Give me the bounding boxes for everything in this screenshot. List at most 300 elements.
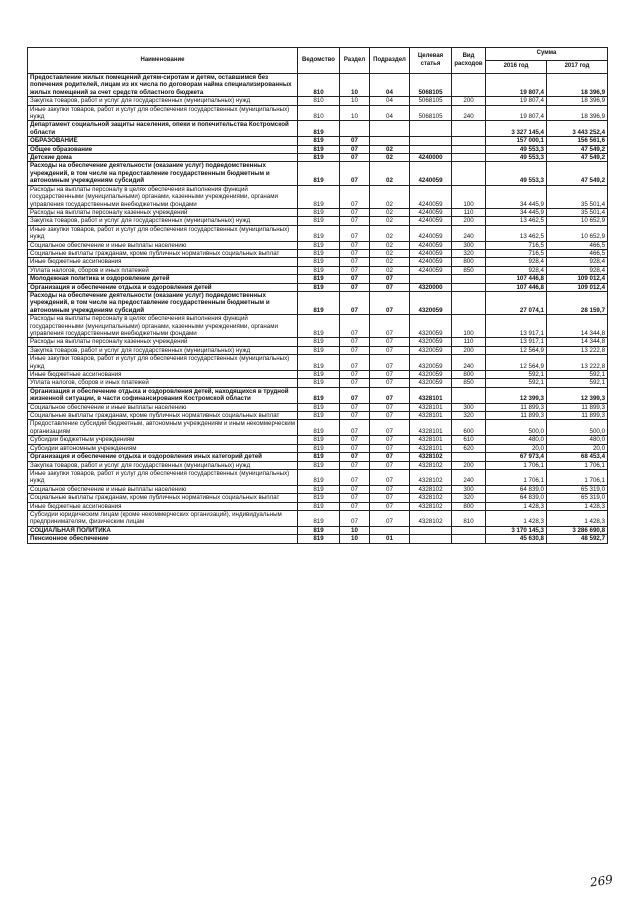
row-amount-2017: 10 652,9 (547, 217, 608, 225)
row-target: 4240000 (410, 154, 452, 162)
row-target: 4328102 (410, 510, 452, 526)
row-subsection: 02 (370, 208, 410, 216)
row-amount-2016: 928,4 (486, 266, 547, 274)
row-section: 07 (340, 412, 370, 420)
row-section: 07 (340, 266, 370, 274)
row-name: Социальные выплаты гражданам, кроме публичных нормативных социальных выплат (28, 412, 298, 420)
table-row (28, 97, 608, 105)
row-expense-type: 810 (452, 510, 486, 526)
row-expense-type: 320 (452, 412, 486, 420)
row-section: 07 (340, 154, 370, 162)
row-subsection: 07 (370, 453, 410, 461)
row-expense-type: 100 (452, 315, 486, 338)
row-section: 10 (340, 74, 370, 97)
table-row (28, 453, 608, 461)
table-row (28, 535, 608, 543)
row-subsection: 02 (370, 185, 410, 208)
row-section: 07 (340, 283, 370, 291)
row-amount-2017: 20,0 (547, 444, 608, 452)
row-amount-2017: 18 396,9 (547, 74, 608, 97)
row-name: Закупка товаров, работ и услуг для государственных (муниципальных) нужд (28, 97, 298, 105)
table-row (28, 420, 608, 436)
row-amount-2017: 35 501,4 (547, 185, 608, 208)
header-section: Раздел (340, 48, 370, 74)
row-subsection (370, 526, 410, 534)
row-amount-2017: 928,4 (547, 258, 608, 266)
row-section: 07 (340, 420, 370, 436)
row-amount-2016: 107 446,8 (486, 275, 547, 283)
table-row (28, 154, 608, 162)
row-target: 4320000 (410, 283, 452, 291)
header-year-2016: 2016 год (486, 61, 547, 74)
table-row (28, 225, 608, 241)
header-expense-type: Вид расходов (452, 48, 486, 74)
row-expense-type: 300 (452, 403, 486, 411)
row-amount-2016: 480,0 (486, 436, 547, 444)
row-subsection: 07 (370, 379, 410, 387)
row-department: 819 (298, 371, 340, 379)
row-amount-2016: 3 327 145,4 (486, 121, 547, 137)
row-name: Социальные выплаты гражданам, кроме публичных нормативных социальных выплат (28, 494, 298, 502)
row-name: Социальные выплаты гражданам, кроме публичных нормативных социальных выплат (28, 249, 298, 257)
row-amount-2017: 466,5 (547, 241, 608, 249)
row-amount-2017: 14 344,8 (547, 338, 608, 346)
table-row (28, 403, 608, 411)
row-name: Общее образование (28, 145, 298, 153)
row-name: Иные закупки товаров, работ и услуг для обеспечения государственных (муниципальных) нужд (28, 225, 298, 241)
row-amount-2017: 500,0 (547, 420, 608, 436)
row-subsection: 07 (370, 420, 410, 436)
row-department: 819 (298, 225, 340, 241)
budget-table (27, 47, 608, 544)
row-name: Субсидии автономным учреждениям (28, 444, 298, 452)
table-row (28, 371, 608, 379)
row-amount-2017: 11 899,3 (547, 412, 608, 420)
row-department: 810 (298, 97, 340, 105)
row-amount-2017: 1 428,3 (547, 502, 608, 510)
row-amount-2016: 13 462,5 (486, 217, 547, 225)
row-target: 4328102 (410, 453, 452, 461)
row-amount-2017: 928,4 (547, 266, 608, 274)
table-row (28, 208, 608, 216)
row-amount-2017: 3 443 252,4 (547, 121, 608, 137)
row-amount-2017: 592,1 (547, 379, 608, 387)
row-target (410, 526, 452, 534)
row-department: 819 (298, 275, 340, 283)
row-target: 4328101 (410, 420, 452, 436)
row-department: 819 (298, 412, 340, 420)
row-name: Предоставление жилых помещений детям-сиротам и детям, оставшимся без попечения родителей, лицам из их числа по договорам найма специализированных жилых помещений за счет средств областного бюджета (28, 74, 298, 97)
table-row (28, 291, 608, 314)
row-department: 819 (298, 535, 340, 543)
row-section: 07 (340, 387, 370, 403)
row-department: 819 (298, 217, 340, 225)
row-target: 4328101 (410, 412, 452, 420)
row-name: Социальное обеспечение и иные выплаты населению (28, 241, 298, 249)
row-name: Детские дома (28, 154, 298, 162)
row-amount-2017: 65 319,0 (547, 485, 608, 493)
row-subsection: 07 (370, 461, 410, 469)
row-amount-2016: 716,5 (486, 241, 547, 249)
row-amount-2017: 47 549,2 (547, 154, 608, 162)
row-target: 4328101 (410, 444, 452, 452)
row-target: 4320059 (410, 355, 452, 371)
row-section: 07 (340, 379, 370, 387)
row-section: 07 (340, 494, 370, 502)
row-section: 07 (340, 185, 370, 208)
row-amount-2017: 480,0 (547, 436, 608, 444)
table-row (28, 258, 608, 266)
row-name: Иные закупки товаров, работ и услуг для обеспечения государственных (муниципальных) нужд (28, 469, 298, 485)
row-target: 4328101 (410, 387, 452, 403)
row-department: 819 (298, 420, 340, 436)
row-name: Пенсионное обеспечение (28, 535, 298, 543)
row-target: 4240059 (410, 258, 452, 266)
row-amount-2017: 47 549,2 (547, 162, 608, 185)
row-department: 819 (298, 145, 340, 153)
row-name: Расходы на выплаты персоналу в целях обеспечения выполнения функций государственными (муниципальными) органами, казенными учреждениями, органами управления государственными внебюджетными фондами (28, 185, 298, 208)
table-row (28, 346, 608, 354)
row-subsection: 07 (370, 436, 410, 444)
row-target: 4240059 (410, 208, 452, 216)
row-expense-type: 850 (452, 266, 486, 274)
row-subsection: 07 (370, 502, 410, 510)
row-amount-2017: 14 344,8 (547, 315, 608, 338)
row-target: 5068105 (410, 74, 452, 97)
row-amount-2016: 592,1 (486, 379, 547, 387)
row-expense-type: 110 (452, 208, 486, 216)
row-expense-type (452, 137, 486, 145)
header-subsection: Подраздел (370, 48, 410, 74)
header-department: Ведомство (298, 48, 340, 74)
row-amount-2016: 3 170 145,3 (486, 526, 547, 534)
table-row (28, 315, 608, 338)
row-subsection: 02 (370, 162, 410, 185)
row-section: 07 (340, 461, 370, 469)
row-expense-type (452, 387, 486, 403)
row-amount-2017: 35 501,4 (547, 208, 608, 216)
row-section: 07 (340, 453, 370, 461)
row-name: Расходы на выплаты персоналу в целях обеспечения выполнения функций государственными (муниципальными) органами, казенными учреждениями, органами управления государственными внебюджетными фондами (28, 315, 298, 338)
row-amount-2016: 13 462,5 (486, 225, 547, 241)
row-department: 819 (298, 379, 340, 387)
row-section: 07 (340, 444, 370, 452)
row-section: 07 (340, 241, 370, 249)
row-expense-type (452, 275, 486, 283)
row-target: 4328102 (410, 502, 452, 510)
row-amount-2017: 13 222,8 (547, 355, 608, 371)
row-subsection: 07 (370, 291, 410, 314)
row-department: 819 (298, 266, 340, 274)
row-department: 819 (298, 526, 340, 534)
row-name: Закупка товаров, работ и услуг для государственных (муниципальных) нужд (28, 346, 298, 354)
row-expense-type (452, 526, 486, 534)
row-expense-type (452, 283, 486, 291)
row-amount-2016: 12 564,9 (486, 355, 547, 371)
row-subsection: 07 (370, 346, 410, 354)
row-department: 819 (298, 249, 340, 257)
table-row (28, 485, 608, 493)
row-subsection: 02 (370, 145, 410, 153)
row-expense-type: 320 (452, 494, 486, 502)
row-expense-type: 200 (452, 346, 486, 354)
table-row (28, 469, 608, 485)
row-subsection: 07 (370, 371, 410, 379)
row-name: СОЦИАЛЬНАЯ ПОЛИТИКА (28, 526, 298, 534)
row-expense-type (452, 74, 486, 97)
row-expense-type: 300 (452, 241, 486, 249)
row-subsection: 07 (370, 355, 410, 371)
row-expense-type (452, 453, 486, 461)
row-amount-2016: 67 973,4 (486, 453, 547, 461)
table-row (28, 444, 608, 452)
row-amount-2017: 1 428,3 (547, 510, 608, 526)
row-amount-2017: 11 899,3 (547, 403, 608, 411)
row-expense-type: 620 (452, 444, 486, 452)
table-row (28, 355, 608, 371)
row-amount-2016: 500,0 (486, 420, 547, 436)
row-section (340, 121, 370, 137)
row-section: 10 (340, 526, 370, 534)
row-section: 07 (340, 162, 370, 185)
row-expense-type (452, 535, 486, 543)
row-department: 819 (298, 346, 340, 354)
row-subsection: 07 (370, 403, 410, 411)
row-subsection: 02 (370, 217, 410, 225)
row-section: 07 (340, 510, 370, 526)
row-amount-2016: 1 428,3 (486, 502, 547, 510)
row-section: 07 (340, 225, 370, 241)
row-expense-type (452, 291, 486, 314)
row-department: 819 (298, 185, 340, 208)
row-amount-2016: 49 553,3 (486, 145, 547, 153)
row-amount-2016: 716,5 (486, 249, 547, 257)
row-section: 07 (340, 485, 370, 493)
table-row (28, 121, 608, 137)
row-section: 07 (340, 371, 370, 379)
row-amount-2016: 49 553,3 (486, 162, 547, 185)
row-expense-type: 110 (452, 338, 486, 346)
row-section: 07 (340, 338, 370, 346)
row-department: 819 (298, 154, 340, 162)
row-expense-type: 100 (452, 185, 486, 208)
table-row (28, 74, 608, 97)
row-target: 4240059 (410, 241, 452, 249)
row-amount-2017: 47 549,2 (547, 145, 608, 153)
table-row (28, 241, 608, 249)
row-target: 4240059 (410, 225, 452, 241)
row-expense-type: 200 (452, 97, 486, 105)
row-subsection: 07 (370, 315, 410, 338)
row-target: 4328102 (410, 469, 452, 485)
row-department: 819 (298, 121, 340, 137)
row-target (410, 145, 452, 153)
row-amount-2016: 12 399,3 (486, 387, 547, 403)
row-subsection: 07 (370, 485, 410, 493)
row-name: Иные закупки товаров, работ и услуг для обеспечения государственных (муниципальных) нужд (28, 355, 298, 371)
row-name: Предоставление субсидий бюджетным, автономным учреждениям и иным некоммерческим организациям (28, 420, 298, 436)
row-target: 4240059 (410, 217, 452, 225)
row-section: 07 (340, 469, 370, 485)
row-subsection: 04 (370, 74, 410, 97)
row-amount-2016: 12 564,9 (486, 346, 547, 354)
row-subsection: 02 (370, 225, 410, 241)
row-target (410, 535, 452, 543)
row-expense-type: 600 (452, 420, 486, 436)
row-target: 4328101 (410, 403, 452, 411)
row-subsection: 02 (370, 154, 410, 162)
row-expense-type: 610 (452, 436, 486, 444)
row-target: 4328102 (410, 485, 452, 493)
row-amount-2017: 18 396,9 (547, 105, 608, 121)
row-expense-type: 200 (452, 217, 486, 225)
table-row (28, 217, 608, 225)
row-expense-type (452, 162, 486, 185)
row-department: 819 (298, 485, 340, 493)
row-section: 10 (340, 535, 370, 543)
row-amount-2017: 466,5 (547, 249, 608, 257)
row-amount-2016: 34 445,9 (486, 208, 547, 216)
table-row (28, 461, 608, 469)
row-amount-2016: 107 446,8 (486, 283, 547, 291)
row-name: Иные бюджетные ассигнования (28, 258, 298, 266)
row-name: Закупка товаров, работ и услуг для государственных (муниципальных) нужд (28, 217, 298, 225)
row-name: Департамент социальной защиты населения, опеки и попечительства Костромской области (28, 121, 298, 137)
row-amount-2016: 34 445,9 (486, 185, 547, 208)
row-amount-2016: 1 428,3 (486, 510, 547, 526)
row-amount-2016: 64 839,0 (486, 494, 547, 502)
row-target (410, 275, 452, 283)
row-amount-2017: 10 652,9 (547, 225, 608, 241)
row-name: Уплата налогов, сборов и иных платежей (28, 379, 298, 387)
row-amount-2017: 28 159,7 (547, 291, 608, 314)
row-amount-2016: 11 899,3 (486, 412, 547, 420)
row-department: 819 (298, 241, 340, 249)
row-section: 07 (340, 403, 370, 411)
row-subsection: 07 (370, 510, 410, 526)
row-target: 4320059 (410, 346, 452, 354)
row-section: 07 (340, 291, 370, 314)
row-expense-type (452, 121, 486, 137)
row-amount-2016: 19 807,4 (486, 105, 547, 121)
row-section: 07 (340, 346, 370, 354)
row-section: 07 (340, 315, 370, 338)
header-sum: Сумма (486, 48, 608, 61)
row-amount-2017: 12 399,3 (547, 387, 608, 403)
row-name: ОБРАЗОВАНИЕ (28, 137, 298, 145)
row-target: 4240059 (410, 162, 452, 185)
row-section: 07 (340, 217, 370, 225)
row-amount-2017: 1 706,1 (547, 461, 608, 469)
row-name: Молодежная политика и оздоровление детей (28, 275, 298, 283)
row-subsection: 04 (370, 105, 410, 121)
row-name: Субсидии юридическим лицам (кроме некоммерческих организаций), индивидуальным предпринимателям, физическим лицам (28, 510, 298, 526)
row-department: 819 (298, 510, 340, 526)
row-target: 4240059 (410, 266, 452, 274)
row-expense-type: 240 (452, 469, 486, 485)
table-row (28, 338, 608, 346)
row-section: 07 (340, 502, 370, 510)
row-department: 819 (298, 387, 340, 403)
row-department: 819 (298, 162, 340, 185)
row-expense-type: 300 (452, 485, 486, 493)
table-row (28, 502, 608, 510)
table-row (28, 526, 608, 534)
row-section: 07 (340, 208, 370, 216)
row-department: 819 (298, 469, 340, 485)
row-target: 4328102 (410, 461, 452, 469)
table-row (28, 162, 608, 185)
row-expense-type: 800 (452, 371, 486, 379)
row-amount-2016: 20,0 (486, 444, 547, 452)
row-department: 810 (298, 105, 340, 121)
row-target: 4320059 (410, 338, 452, 346)
row-expense-type: 240 (452, 105, 486, 121)
row-subsection: 02 (370, 249, 410, 257)
row-expense-type: 850 (452, 379, 486, 387)
row-department: 819 (298, 355, 340, 371)
row-name: Организация и обеспечение отдыха и оздоровления иных категорий детей (28, 453, 298, 461)
row-department: 819 (298, 453, 340, 461)
row-name: Иные бюджетные ассигнования (28, 502, 298, 510)
row-department: 819 (298, 403, 340, 411)
row-amount-2016: 157 000,1 (486, 137, 547, 145)
row-section: 07 (340, 145, 370, 153)
row-amount-2016: 928,4 (486, 258, 547, 266)
row-department: 819 (298, 502, 340, 510)
row-department: 819 (298, 208, 340, 216)
row-department: 819 (298, 461, 340, 469)
row-amount-2016: 1 706,1 (486, 469, 547, 485)
row-department: 819 (298, 137, 340, 145)
table-row (28, 283, 608, 291)
table-row (28, 145, 608, 153)
row-subsection: 01 (370, 535, 410, 543)
row-amount-2017: 592,1 (547, 371, 608, 379)
table-row (28, 275, 608, 283)
row-name: Расходы на выплаты персоналу казенных учреждений (28, 338, 298, 346)
row-amount-2016: 13 917,1 (486, 338, 547, 346)
row-target: 4328101 (410, 436, 452, 444)
row-department: 819 (298, 444, 340, 452)
row-expense-type: 800 (452, 502, 486, 510)
row-name: Субсидии бюджетным учреждениям (28, 436, 298, 444)
row-amount-2017: 68 453,4 (547, 453, 608, 461)
row-department: 819 (298, 258, 340, 266)
row-expense-type (452, 154, 486, 162)
header-name: Наименование (28, 48, 298, 74)
row-amount-2017: 48 592,7 (547, 535, 608, 543)
row-section: 07 (340, 249, 370, 257)
row-expense-type: 240 (452, 355, 486, 371)
row-target: 4240059 (410, 249, 452, 257)
row-expense-type: 200 (452, 461, 486, 469)
row-subsection: 07 (370, 444, 410, 452)
row-name: Организация и обеспечение отдыха и оздоровления детей (28, 283, 298, 291)
table-row (28, 137, 608, 145)
table-row (28, 249, 608, 257)
row-name: Закупка товаров, работ и услуг для государственных (муниципальных) нужд (28, 461, 298, 469)
row-subsection: 02 (370, 266, 410, 274)
table-row (28, 387, 608, 403)
row-amount-2017: 109 012,4 (547, 283, 608, 291)
row-amount-2016: 592,1 (486, 371, 547, 379)
row-amount-2017: 3 286 690,8 (547, 526, 608, 534)
table-row (28, 105, 608, 121)
row-target: 5068105 (410, 105, 452, 121)
row-section: 10 (340, 105, 370, 121)
table-row (28, 379, 608, 387)
